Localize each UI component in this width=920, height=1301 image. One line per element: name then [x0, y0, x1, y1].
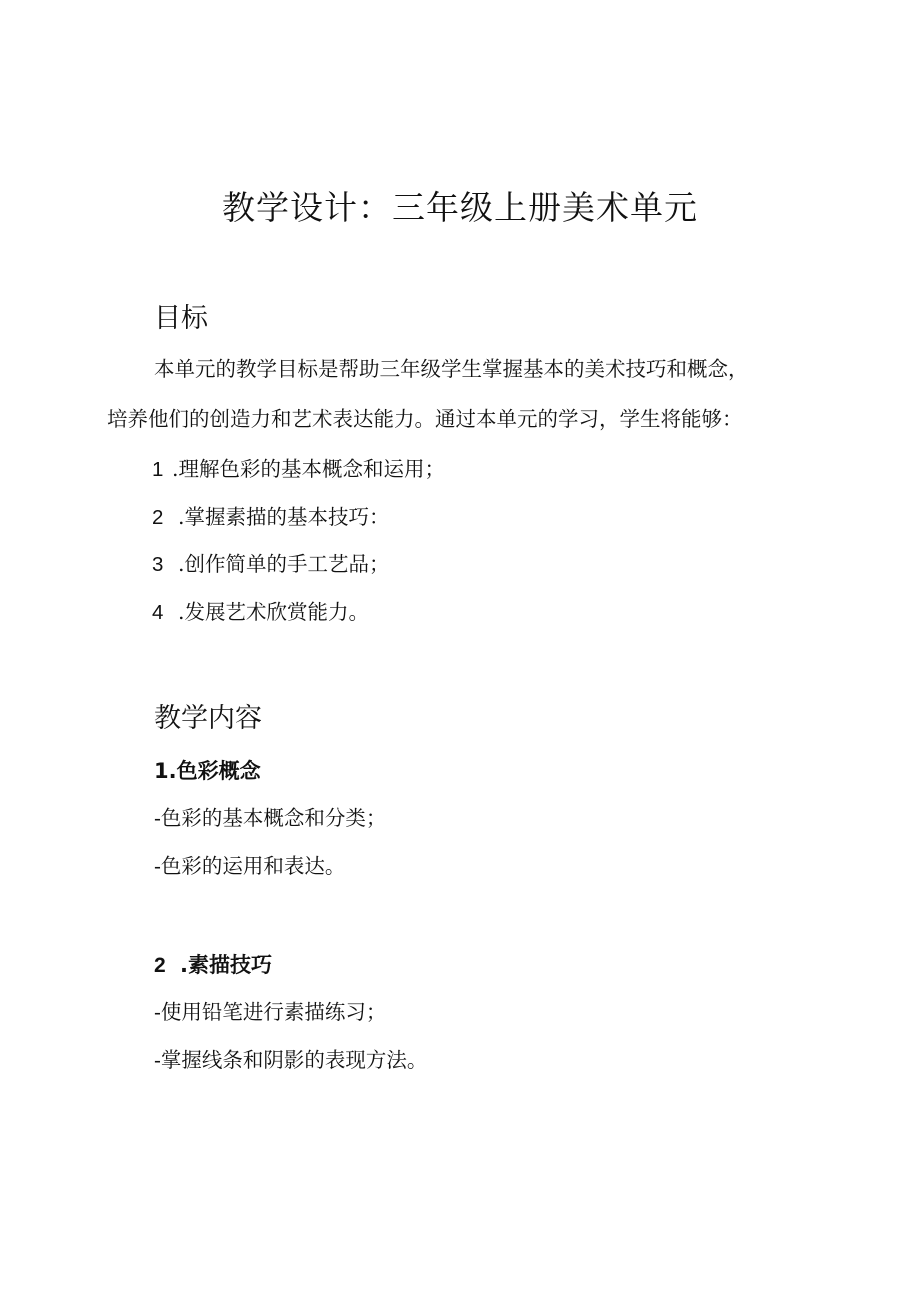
section-2-title: [154, 950, 272, 981]
objective-item-text: .理解色彩的基本概念和运用；: [172, 457, 446, 481]
objective-item-text: .创作简单的手工艺品；: [178, 552, 390, 576]
objective-item-text: .发展艺术欣赏能力。: [178, 600, 370, 624]
objective-item-3: [152, 549, 390, 580]
section-2-title-text: .素描技巧: [180, 953, 272, 977]
section-1-point-1: -色彩的基本概念和分类；: [154, 806, 387, 830]
objectives-heading: 目标: [154, 303, 208, 334]
objective-item-1: [152, 454, 445, 485]
objective-item-number: 2: [152, 506, 164, 529]
section-2-point-1: -使用铅笔进行素描练习；: [154, 1000, 387, 1024]
objectives-intro-line-2: 培养他们的创造力和艺术表达能力。通过本单元的学习，学生将能够：: [107, 407, 743, 431]
objective-item-number: 3: [152, 553, 164, 576]
objective-item-4: [152, 597, 369, 628]
objectives-intro-line-1: 本单元的教学目标是帮助三年级学生掌握基本的美术技巧和概念，: [154, 357, 749, 381]
objective-item-2: [152, 502, 390, 533]
section-2-point-2: -掌握线条和阴影的表现方法。: [154, 1048, 428, 1072]
document-title: 教学设计：三年级上册美术单元: [222, 188, 698, 227]
objective-item-number: 4: [152, 601, 164, 624]
section-1-point-2: -色彩的运用和表达。: [154, 854, 346, 878]
objective-item-number: 1: [152, 458, 164, 481]
section-2-number: 2: [154, 954, 166, 977]
section-1-title: 1.色彩概念: [154, 759, 261, 783]
objective-item-text: .掌握素描的基本技巧：: [178, 505, 390, 529]
content-heading: 教学内容: [154, 703, 262, 734]
